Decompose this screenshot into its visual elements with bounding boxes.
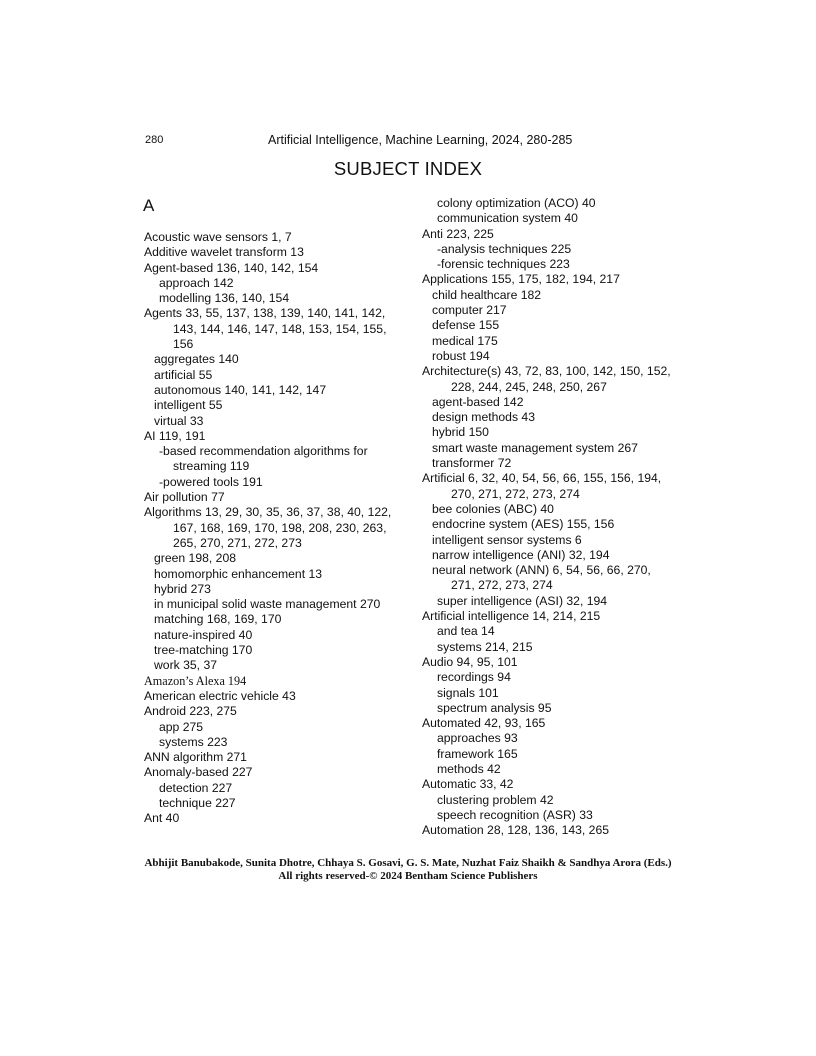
footer xyxy=(0,857,816,883)
index-entry: 265, 270, 271, 272, 273 xyxy=(173,535,302,550)
index-entry: Acoustic wave sensors 1, 7 xyxy=(144,230,292,244)
page-number: 280 xyxy=(145,134,164,146)
index-entry: streaming 119 xyxy=(173,459,250,474)
index-entry: 228, 244, 245, 248, 250, 267 xyxy=(451,379,607,394)
index-entry: spectrum analysis 95 xyxy=(437,700,552,715)
index-entry: Automation 28, 128, 136, 143, 265 xyxy=(422,823,610,838)
index-entry: systems 214, 215 xyxy=(437,639,533,654)
index-entry: modelling 136, 140, 154 xyxy=(159,291,290,306)
index-entry: 156 xyxy=(173,337,194,352)
index-column-right xyxy=(422,196,692,838)
page-title: SUBJECT INDEX xyxy=(333,158,483,179)
index-entry: defense 155 xyxy=(432,318,500,333)
footer-editors: Abhijit Banubakode, Sunita Dhotre, Chhaya S. Gosavi, G. S. Mate, Nuzhat Faiz Shaikh & Sandhya Arora (Eds.) xyxy=(144,857,672,869)
index-entry: Agents 33, 55, 137, 138, 139, 140, 141, 142, xyxy=(144,306,386,321)
index-entry: Additive wavelet transform 13 xyxy=(144,245,304,260)
index-entry: hybrid 150 xyxy=(432,425,489,440)
index-entry: hybrid 273 xyxy=(154,581,211,596)
index-column-left xyxy=(144,230,414,827)
footer-rights: All rights reserved-© 2024 Bentham Science Publishers xyxy=(278,870,538,882)
index-entry: detection 227 xyxy=(159,780,233,795)
index-entry: 143, 144, 146, 147, 148, 153, 154, 155, xyxy=(173,321,387,336)
index-entry: -forensic techniques 223 xyxy=(437,257,570,272)
index-entry: 167, 168, 169, 170, 198, 208, 230, 263, xyxy=(173,520,387,535)
index-entry: Architecture(s) 43, 72, 83, 100, 142, 150, 152, xyxy=(422,364,671,379)
section-letter: A xyxy=(143,196,155,215)
index-entry: approaches 93 xyxy=(437,731,518,746)
index-entry: American electric vehicle 43 xyxy=(144,688,296,703)
index-entry: virtual 33 xyxy=(154,413,204,428)
index-entry: aggregates 140 xyxy=(154,352,239,367)
index-entry: ANN algorithm 271 xyxy=(144,750,247,765)
index-entry: technique 227 xyxy=(159,795,236,810)
index-entry: endocrine system (AES) 155, 156 xyxy=(432,517,615,532)
index-entry: nature-inspired 40 xyxy=(154,627,253,642)
index-entry: medical 175 xyxy=(432,333,498,348)
index-entry: methods 42 xyxy=(437,761,501,776)
index-entry: -analysis techniques 225 xyxy=(437,241,572,256)
index-entry: framework 165 xyxy=(437,746,518,761)
running-head: Artificial Intelligence, Machine Learning, 2024, 280-285 xyxy=(268,133,573,147)
index-entry: signals 101 xyxy=(437,685,499,700)
index-entry: Algorithms 13, 29, 30, 35, 36, 37, 38, 40, 122, xyxy=(144,505,392,520)
index-entry: agent-based 142 xyxy=(432,394,524,409)
index-entry: Anomaly-based 227 xyxy=(144,765,253,780)
index-entry: communication system 40 xyxy=(437,211,578,226)
index-entry: speech recognition (ASR) 33 xyxy=(437,807,593,822)
index-entry: recordings 94 xyxy=(437,670,511,685)
index-entry: app 275 xyxy=(159,719,204,734)
index-entry: Android 223, 275 xyxy=(144,704,237,719)
index-entry: design methods 43 xyxy=(432,410,535,425)
index-entry: Agent-based 136, 140, 142, 154 xyxy=(144,260,319,275)
index-entry: super intelligence (ASI) 32, 194 xyxy=(437,593,608,608)
index-entry: homomorphic enhancement 13 xyxy=(154,566,323,581)
index-entry: Ant 40 xyxy=(144,811,180,826)
index-entry: 271, 272, 273, 274 xyxy=(451,578,553,593)
index-entry: Artificial intelligence 14, 214, 215 xyxy=(422,609,601,624)
index-entry: tree-matching 170 xyxy=(154,643,253,658)
index-entry: Automatic 33, 42 xyxy=(422,777,514,792)
index-entry: and tea 14 xyxy=(437,624,495,639)
index-entry: robust 194 xyxy=(432,348,490,363)
index-entry: transformer 72 xyxy=(432,456,512,471)
index-entry: -powered tools 191 xyxy=(159,474,263,489)
index-entry: matching 168, 169, 170 xyxy=(154,612,282,627)
index-entry: work 35, 37 xyxy=(154,658,218,673)
index-entry: 270, 271, 272, 273, 274 xyxy=(451,486,580,501)
index-entry: colony optimization (ACO) 40 xyxy=(437,196,596,210)
index-entry: Applications 155, 175, 182, 194, 217 xyxy=(422,272,620,287)
index-entry: computer 217 xyxy=(432,303,507,318)
index-entry: Automated 42, 93, 165 xyxy=(422,716,546,731)
index-entry: Air pollution 77 xyxy=(144,490,225,505)
index-entry: autonomous 140, 141, 142, 147 xyxy=(154,382,327,397)
index-entry: Audio 94, 95, 101 xyxy=(422,654,518,669)
index-entry: in municipal solid waste management 270 xyxy=(154,597,381,612)
index-entry: neural network (ANN) 6, 54, 56, 66, 270, xyxy=(432,563,651,578)
index-entry: Artificial 6, 32, 40, 54, 56, 66, 155, 156, 194, xyxy=(422,471,662,486)
index-entry: approach 142 xyxy=(159,275,234,290)
index-entry: intelligent sensor systems 6 xyxy=(432,532,582,547)
index-entry: -based recommendation algorithms for xyxy=(159,444,368,459)
index-entry: narrow intelligence (ANI) 32, 194 xyxy=(432,547,610,562)
index-entry: clustering problem 42 xyxy=(437,792,554,807)
index-entry: systems 223 xyxy=(159,734,228,749)
index-entry: Amazon’s Alexa 194 xyxy=(144,673,247,688)
index-entry: green 198, 208 xyxy=(154,551,236,566)
index-entry: artificial 55 xyxy=(154,367,213,382)
index-entry: smart waste management system 267 xyxy=(432,440,638,455)
index-entry: child healthcare 182 xyxy=(432,287,542,302)
index-entry: bee colonies (ABC) 40 xyxy=(432,501,554,516)
index-entry: AI 119, 191 xyxy=(144,428,206,443)
index-entry: Anti 223, 225 xyxy=(422,226,494,241)
index-entry: intelligent 55 xyxy=(154,398,223,413)
